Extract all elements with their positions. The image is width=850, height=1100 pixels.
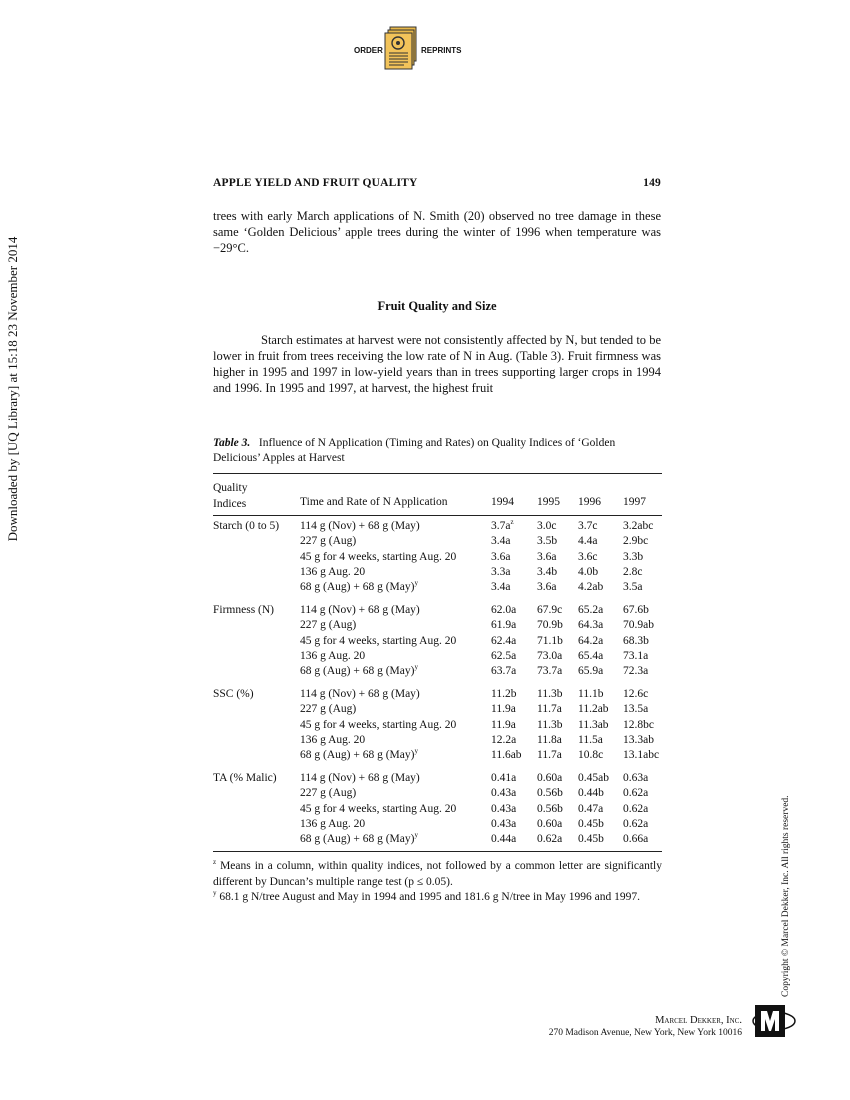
body-paragraph: trees with early March applications of N. Smith (20) observed no tree damage in these same ‘Golden Delicious’ apple trees during the winter of 1996 when temperature was −29°C. xyxy=(213,209,661,255)
treatment-cell: 136 g Aug. 20 xyxy=(300,565,366,578)
value-cell: 3.3a xyxy=(491,565,511,578)
column-header-year: 1995 xyxy=(537,496,560,508)
value-cell: 3.4b xyxy=(537,565,558,578)
table-row xyxy=(213,787,662,802)
value-cell: 62.4a xyxy=(491,634,517,647)
value-cell: 73.1a xyxy=(623,649,649,662)
publisher-address: 270 Madison Avenue, New York, New York 10016 xyxy=(548,1028,742,1038)
table-caption xyxy=(213,436,661,466)
table-row xyxy=(213,520,662,535)
column-header-treatment: Time and Rate of N Application xyxy=(300,496,448,508)
table-row xyxy=(213,665,662,680)
value-cell: 13.1abc xyxy=(623,749,660,762)
value-cell: 0.62a xyxy=(623,787,649,800)
table-row xyxy=(213,635,662,650)
treatment-cell: 227 g (Aug) xyxy=(300,619,357,632)
value-cell: 0.44b xyxy=(578,787,604,800)
value-cell: 3.5b xyxy=(537,535,558,548)
value-cell: 3.6c xyxy=(578,550,598,563)
column-header-year: 1994 xyxy=(491,496,514,508)
value-cell: 70.9ab xyxy=(623,619,654,632)
value-cell: 3.7c xyxy=(578,520,598,532)
value-cell: 11.2ab xyxy=(578,703,609,716)
table-row xyxy=(213,734,662,749)
publisher-block xyxy=(540,1015,742,1039)
value-cell: 12.2a xyxy=(491,733,517,746)
value-cell: 73.0a xyxy=(537,649,563,662)
footnote-y: $^y$ 68.1 g N/tree August and May in 1994 and 1995 and 181.6 g N/tree in May 1996 and 1997. xyxy=(213,889,641,903)
value-cell: 0.44a xyxy=(491,833,517,846)
value-cell: 11.6ab xyxy=(491,749,522,762)
treatment-cell: 114 g (Nov) + 68 g (May) xyxy=(300,772,420,784)
value-cell: $3.7a^z$ xyxy=(491,518,514,532)
value-cell: 3.3b xyxy=(623,550,644,563)
treatment-cell: 68 g (Aug) + 68 g (May)$^y$ xyxy=(300,831,418,846)
value-cell: 3.4a xyxy=(491,581,511,594)
value-cell: 11.1b xyxy=(578,688,604,700)
value-cell: 13.5a xyxy=(623,703,649,716)
value-cell: 3.0c xyxy=(537,520,557,532)
table-row xyxy=(213,833,662,848)
treatment-cell: 136 g Aug. 20 xyxy=(300,733,366,746)
treatment-cell: 136 g Aug. 20 xyxy=(300,649,366,662)
value-cell: 71.1b xyxy=(537,634,563,647)
treatment-cell: 114 g (Nov) + 68 g (May) xyxy=(300,520,420,532)
treatment-cell: 45 g for 4 weeks, starting Aug. 20 xyxy=(300,634,457,647)
value-cell: 0.62a xyxy=(623,802,649,815)
value-cell: 0.60a xyxy=(537,772,563,784)
reprints-link[interactable]: REPRINTS xyxy=(421,46,462,55)
running-head-title: APPLE YIELD AND FRUIT QUALITY xyxy=(213,177,418,189)
quality-index-label: Firmness (N) xyxy=(213,604,275,616)
value-cell: 3.6a xyxy=(537,550,557,563)
value-cell: 0.66a xyxy=(623,833,649,846)
value-cell: 11.2b xyxy=(491,688,517,700)
treatment-cell: 68 g (Aug) + 68 g (May)$^y$ xyxy=(300,579,418,594)
value-cell: 70.9b xyxy=(537,619,563,632)
value-cell: 2.9bc xyxy=(623,535,649,548)
column-header-quality-indices: Quality Indices xyxy=(213,482,248,510)
table-row xyxy=(213,818,662,833)
reprint-order-bar xyxy=(354,26,494,72)
value-cell: 67.6b xyxy=(623,604,649,616)
quality-index-label: SSC (%) xyxy=(213,688,254,700)
treatment-cell: 227 g (Aug) xyxy=(300,787,357,800)
value-cell: 4.2ab xyxy=(578,581,604,594)
value-cell: 11.9a xyxy=(491,703,516,716)
table-row xyxy=(213,566,662,581)
treatment-cell: 45 g for 4 weeks, starting Aug. 20 xyxy=(300,550,457,563)
value-cell: 62.0a xyxy=(491,604,517,616)
column-header-year: 1997 xyxy=(623,496,646,508)
value-cell: 3.4a xyxy=(491,535,511,548)
table-row xyxy=(213,703,662,718)
quality-index-label: TA (% Malic) xyxy=(213,772,277,784)
value-cell: 73.7a xyxy=(537,665,563,678)
order-link[interactable]: ORDER xyxy=(354,46,383,55)
value-cell: 0.63a xyxy=(623,772,649,784)
treatment-cell: 68 g (Aug) + 68 g (May)$^y$ xyxy=(300,747,418,762)
value-cell: 12.6c xyxy=(623,688,649,700)
value-cell: 0.43a xyxy=(491,817,517,830)
table-row xyxy=(213,535,662,550)
value-cell: 0.60a xyxy=(537,817,563,830)
copyright-stamp: Copyright © Marcel Dekker, Inc. All rights reserved. xyxy=(781,795,791,997)
publisher-name: Marcel Dekker, Inc. xyxy=(655,1015,742,1026)
page-number: 149 xyxy=(643,177,661,189)
value-cell: 3.5a xyxy=(623,581,643,594)
value-cell: 65.2a xyxy=(578,604,604,616)
download-stamp: Downloaded by [UQ Library] at 15:18 23 November 2014 xyxy=(5,236,20,542)
document-stack-icon[interactable] xyxy=(384,26,418,70)
table-row xyxy=(213,749,662,764)
treatment-cell: 68 g (Aug) + 68 g (May)$^y$ xyxy=(300,663,418,678)
table-rule-top xyxy=(213,473,662,474)
treatment-cell: 227 g (Aug) xyxy=(300,535,357,548)
value-cell: 64.3a xyxy=(578,619,604,632)
value-cell: 0.43a xyxy=(491,802,517,815)
value-cell: 4.4a xyxy=(578,535,598,548)
table-rule-bottom xyxy=(213,851,662,852)
value-cell: 0.45b xyxy=(578,817,604,830)
value-cell: 63.7a xyxy=(491,665,517,678)
table-row xyxy=(213,551,662,566)
table-row xyxy=(213,719,662,734)
value-cell: 11.7a xyxy=(537,749,562,762)
value-cell: 4.0b xyxy=(578,565,599,578)
value-cell: 0.62a xyxy=(537,833,563,846)
table-row xyxy=(213,619,662,634)
value-cell: 0.56b xyxy=(537,802,563,815)
table-row xyxy=(213,688,662,703)
table-row xyxy=(213,581,662,596)
table-row xyxy=(213,803,662,818)
quality-index-label: Starch (0 to 5) xyxy=(213,520,280,532)
body-paragraph: Starch estimates at harvest were not consistently affected by N, but tended to be lower in fruit from trees receiving the low rate of N in Aug. (Table 3). Fruit firmness was higher in 1995 and 1997 in low-yield years than in trees supporting larger crops in 1994 and 1996. In 1995 and 1997, at harvest, the highest fruit xyxy=(213,333,661,395)
value-cell: 0.43a xyxy=(491,787,517,800)
value-cell: 65.9a xyxy=(578,665,604,678)
table-label: Table 3. xyxy=(213,437,251,449)
value-cell: 11.9a xyxy=(491,718,516,731)
value-cell: 12.8bc xyxy=(623,718,654,731)
treatment-cell: 227 g (Aug) xyxy=(300,703,357,716)
value-cell: 10.8c xyxy=(578,749,604,762)
running-head xyxy=(213,177,661,189)
value-cell: 0.45b xyxy=(578,833,604,846)
value-cell: 11.3ab xyxy=(578,718,609,731)
table-row xyxy=(213,650,662,665)
value-cell: 11.8a xyxy=(537,733,562,746)
table-caption-text: Influence of N Application (Timing and Rates) on Quality Indices of ‘Golden Delicious’ Apples at Harvest xyxy=(213,437,616,464)
footnote-z: $^z$ Means in a column, within quality indices, not followed by a common letter are significantly different by Duncan’s multiple range test (p ≤ 0.05). xyxy=(213,858,662,888)
treatment-cell: 136 g Aug. 20 xyxy=(300,817,366,830)
value-cell: 11.3b xyxy=(537,718,563,731)
value-cell: 11.5a xyxy=(578,733,603,746)
column-header-year: 1996 xyxy=(578,496,601,508)
treatment-cell: 114 g (Nov) + 68 g (May) xyxy=(300,604,420,616)
value-cell: 2.8c xyxy=(623,565,643,578)
value-cell: 0.47a xyxy=(578,802,604,815)
value-cell: 65.4a xyxy=(578,649,604,662)
value-cell: 62.5a xyxy=(491,649,517,662)
treatment-cell: 114 g (Nov) + 68 g (May) xyxy=(300,688,420,700)
value-cell: 0.62a xyxy=(623,817,649,830)
treatment-cell: 45 g for 4 weeks, starting Aug. 20 xyxy=(300,802,457,815)
table-footnotes xyxy=(213,859,662,906)
value-cell: 3.6a xyxy=(491,550,511,563)
value-cell: 72.3a xyxy=(623,665,649,678)
value-cell: 11.7a xyxy=(537,703,562,716)
value-cell: 61.9a xyxy=(491,619,517,632)
publisher-logo xyxy=(752,1003,796,1039)
value-cell: 68.3b xyxy=(623,634,649,647)
value-cell: 0.45ab xyxy=(578,772,609,784)
value-cell: 67.9c xyxy=(537,604,563,616)
value-cell: 64.2a xyxy=(578,634,604,647)
table-rule-header xyxy=(213,515,662,516)
value-cell: 0.56b xyxy=(537,787,563,800)
value-cell: 13.3ab xyxy=(623,733,654,746)
table-row xyxy=(213,772,662,787)
value-cell: 3.2abc xyxy=(623,520,654,532)
value-cell: 0.41a xyxy=(491,772,517,784)
treatment-cell: 45 g for 4 weeks, starting Aug. 20 xyxy=(300,718,457,731)
table-row xyxy=(213,604,662,619)
section-heading: Fruit Quality and Size xyxy=(377,299,497,313)
value-cell: 3.6a xyxy=(537,581,557,594)
value-cell: 11.3b xyxy=(537,688,563,700)
